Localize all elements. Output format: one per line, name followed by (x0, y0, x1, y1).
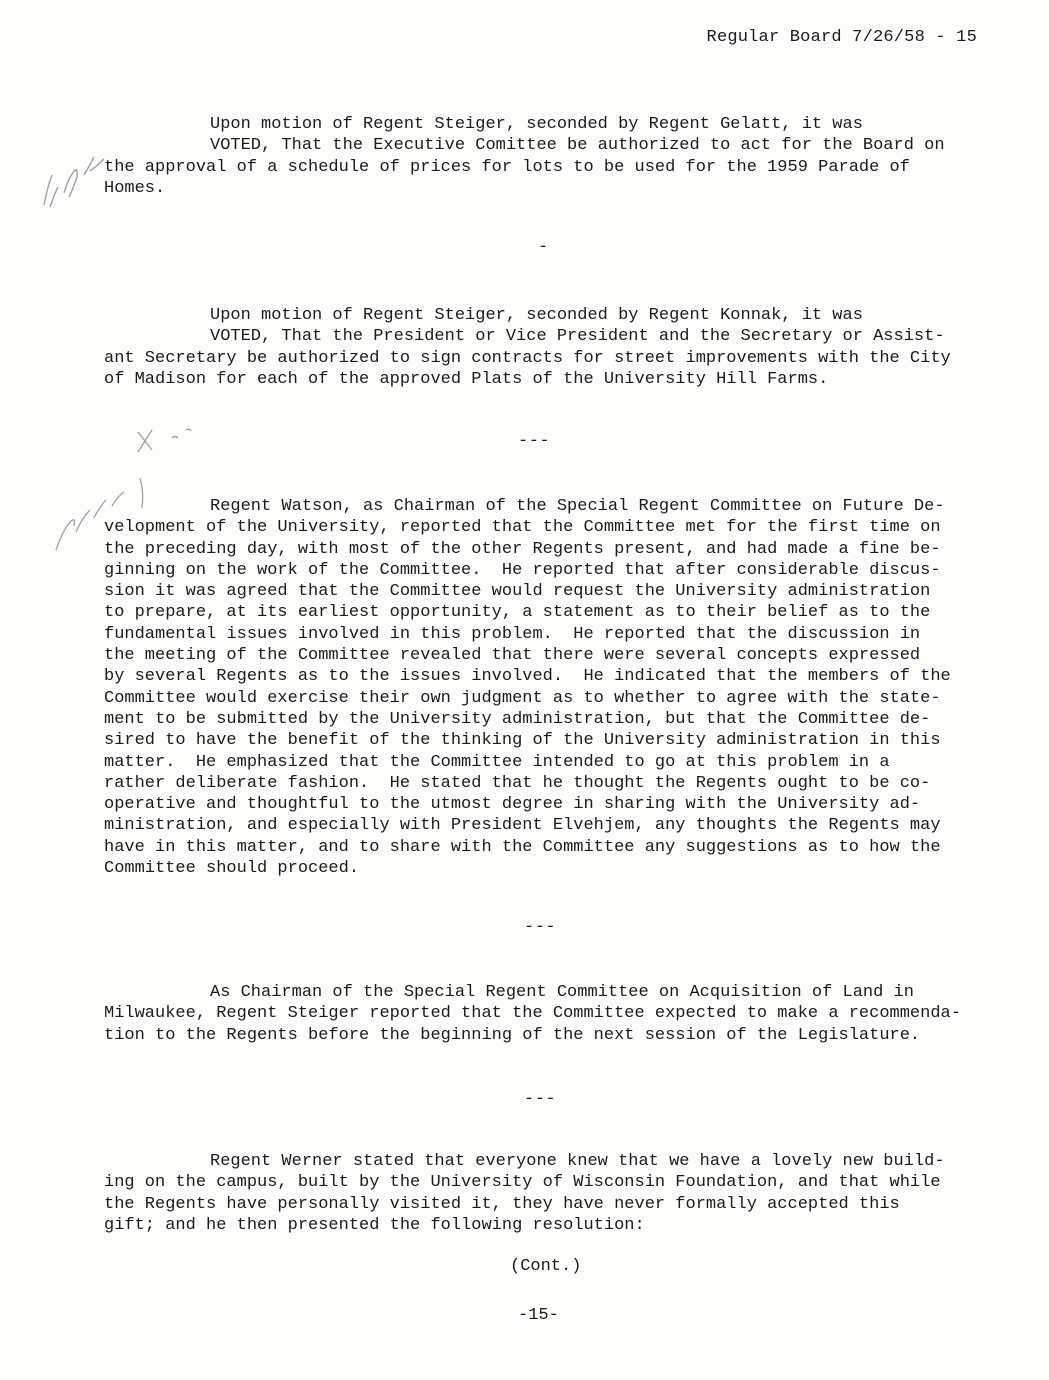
text-line: As Chairman of the Special Regent Committee on Acquisition of Land in (210, 983, 914, 1002)
page-header: Regular Board 7/26/58 - 15 (706, 28, 977, 47)
text-line: Regent Watson, as Chairman of the Special Regent Committee on Future De- (210, 497, 945, 516)
text-line: sion it was agreed that the Committee would request the University administration (104, 582, 931, 602)
text-line: sired to have the benefit of the thinking of the University administration in this (104, 731, 941, 751)
text-line: the approval of a schedule of prices for lots to be used for the 1959 Parade of (104, 157, 910, 177)
text-line: ant Secretary be authorized to sign contracts for street improvements with the City (104, 348, 951, 368)
text-line: tion to the Regents before the beginning of the next session of the Legislature. (104, 1025, 921, 1045)
page-number: -15- (518, 1306, 559, 1325)
section-separator: --- (524, 1090, 557, 1109)
text-line: by several Regents as to the issues involved. He indicated that the members of the (104, 667, 951, 687)
text-line: matter. He emphasized that the Committee intended to go at this problem in a (104, 752, 890, 772)
text-line: Regent Werner stated that everyone knew that we have a lovely new build- (210, 1152, 945, 1171)
text-line: gift; and he then presented the following resolution: (104, 1215, 645, 1235)
text-line: operative and thoughtful to the utmost degree in sharing with the University ad- (104, 795, 921, 815)
text-line: Homes. (104, 178, 166, 198)
text-line: ment to be submitted by the University administration, but that the Committee de- (104, 709, 931, 729)
section-separator: --- (518, 432, 551, 451)
text-line: the Regents have personally visited it, they have never formally accepted this (104, 1194, 900, 1214)
section-parade-of-homes (104, 114, 984, 199)
continuation-note: (Cont.) (510, 1257, 582, 1276)
section-land-acquisition (104, 982, 984, 1046)
text-line: the meeting of the Committee revealed that there were several concepts expressed (104, 646, 921, 666)
text-line: velopment of the University, reported that the Committee met for the first time on (104, 518, 941, 538)
text-line: VOTED, That the Executive Comittee be authorized to act for the Board on (210, 136, 945, 156)
handwritten-margin-note (46, 470, 166, 560)
text-line: of Madison for each of the approved Plats of the University Hill Farms. (104, 369, 829, 389)
text-line: VOTED, That the President or Vice President and the Secretary or Assist- (210, 327, 945, 347)
section-street-improvements (104, 305, 984, 390)
section-future-development (104, 496, 984, 879)
text-line: Committee would exercise their own judgment as to whether to agree with the state- (104, 688, 941, 708)
text-line: ing on the campus, built by the University of Wisconsin Foundation, and that while (104, 1173, 941, 1193)
text-line: ginning on the work of the Committee. He reported that after considerable discus- (104, 560, 941, 580)
text-line: ministration, and especially with President Elvehjem, any thoughts the Regents may (104, 816, 941, 836)
text-line: Upon motion of Regent Steiger, seconded by Regent Gelatt, it was (210, 115, 863, 134)
section-separator: - (538, 238, 549, 257)
text-line: Committee should proceed. (104, 859, 360, 879)
text-line: rather deliberate fashion. He stated that he thought the Regents ought to be co- (104, 773, 931, 793)
section-separator: --- (524, 918, 557, 937)
text-line: Upon motion of Regent Steiger, seconded by Regent Konnak, it was (210, 306, 863, 325)
text-line: the preceding day, with most of the other Regents present, and had made a fine be- (104, 539, 941, 559)
text-line: to prepare, at its earliest opportunity, a statement as to their belief as to the (104, 603, 931, 623)
text-line: Milwaukee, Regent Steiger reported that the Committee expected to make a recommenda- (104, 1004, 961, 1024)
handwritten-margin-note (30, 135, 120, 255)
text-line: have in this matter, and to share with the Committee any suggestions as to how the (104, 837, 941, 857)
text-line: fundamental issues involved in this problem. He reported that the discussion in (104, 624, 921, 644)
handwritten-margin-mark (128, 418, 208, 478)
section-new-building (104, 1151, 984, 1236)
